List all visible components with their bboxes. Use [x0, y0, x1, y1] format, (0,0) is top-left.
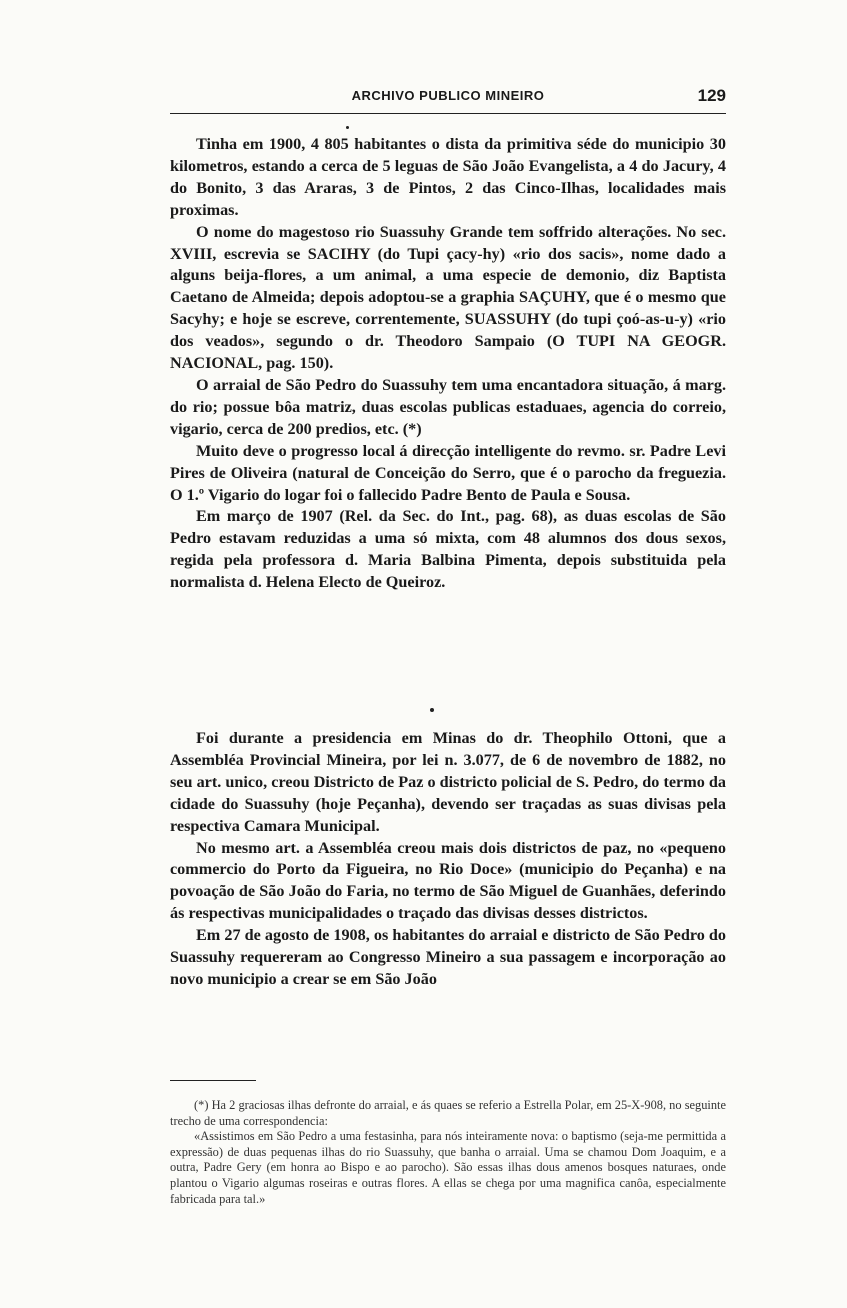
- page-header: [170, 86, 726, 110]
- paragraph: No mesmo art. a Assembléa creou mais dois districtos de paz, no «pequeno commercio do Porto da Figueira, no Rio Doce» (municipio do Peçanha) e na povoação de São João do Faria, no termo de São Miguel de Guanhães, deferindo ás respectivas municipalidades o traçado das divisas desses districtos.: [170, 838, 726, 923]
- paragraph: Em 27 de agosto de 1908, os habitantes do arraial e districto de São Pedro do Suassuhy requereram ao Congresso Mineiro a sua passagem e incorporação ao novo municipio a crear se em São João: [170, 926, 726, 988]
- separator-dot: [346, 126, 349, 129]
- paragraph: Muito deve o progresso local á direcção intelligente do revmo. sr. Padre Levi Pires de Oliveira (natural de Conceição do Serro, que é o parocho da freguezia. O 1.º Vigario do logar foi o fallecido Padre Bento de Paula e Sousa.: [170, 441, 726, 504]
- page-number: 129: [697, 86, 726, 105]
- paragraph: Em março de 1907 (Rel. da Sec. do Int., pag. 68), as duas escolas de São Pedro estavam reduzidas a uma só mixta, com 48 alumnos dos dous sexos, regida pela professora d. Maria Balbina Pimenta, depois substituida pela normalista d. Helena Electo de Queiroz.: [170, 507, 726, 592]
- footnotes: [170, 1098, 726, 1207]
- footnote: (*) Ha 2 graciosas ilhas defronte do arraial, e ás quaes se referio a Estrella Polar, em 25-X-908, no seguinte trecho de uma correspondencia:: [170, 1098, 726, 1128]
- paragraph: Foi durante a presidencia em Minas do dr. Theophilo Ottoni, que a Assembléa Provincial Mineira, por lei n. 3.077, de 6 de novembro de 1882, no seu art. unico, creou Districto de Paz o districto policial de S. Pedro, do termo da cidade do Suassuhy (hoje Peçanha), devendo ser traçadas as suas divisas pela respectiva Camara Municipal.: [170, 729, 726, 835]
- header-rule: [170, 113, 726, 114]
- paragraph: O arraial de São Pedro do Suassuhy tem uma encantadora situação, á marg. do rio; possue bôa matriz, duas escolas publicas estaduaes, agencia do correio, vigario, cerca de 200 predios, etc. (*): [170, 375, 726, 438]
- paragraph: O nome do magestoso rio Suassuhy Grande tem soffrido alterações. No sec. XVIII, escrevia se SACIHY (do Tupi çacy-hy) «rio dos sacis», nome dado a alguns beija-flores, a um animal, a uma especie de demonio, diz Baptista Caetano de Almeida; depois adoptou-se a graphia SAÇUHY, que é o mesmo que Sacyhy; e hoje se escreve, correntemente, SUASSUHY (do tupi çoó-as-u-y) «rio dos veados», segundo o dr. Theodoro Sampaio (O TUPI NA GEOGR. NACIONAL, pag. 150).: [170, 222, 726, 373]
- section-districto-de-paz: [170, 728, 726, 991]
- footnote: «Assistimos em São Pedro a uma festasinha, para nós inteiramente nova: o baptismo (seja-me permittida a expressão) de duas pequenas ilhas do rio Suassuhy, que banha o arraial. Uma se chamou Dom Joaquim, e a outra, Padre Gery (em honra ao Bispo e ao parocho). São essas ilhas dous amenos bosques naturaes, onde plantou o Vigario algumas roseiras e outras flores. A ellas se chega por uma magnifica canôa, especialmente fabricada para tal.»: [170, 1129, 726, 1206]
- separator-dot: [430, 708, 434, 712]
- footnote-rule: [170, 1080, 256, 1081]
- section-sao-pedro: [170, 134, 726, 594]
- paragraph: Tinha em 1900, 4 805 habitantes o dista da primitiva séde do municipio 30 kilometros, estando a cerca de 5 leguas de São João Evangelista, a 4 do Jacury, 4 do Bonito, 3 das Araras, 3 de Pintos, 2 das Cinco-Ilhas, localidades mais proximas.: [170, 135, 726, 219]
- running-title: ARCHIVO PUBLICO MINEIRO: [351, 88, 545, 103]
